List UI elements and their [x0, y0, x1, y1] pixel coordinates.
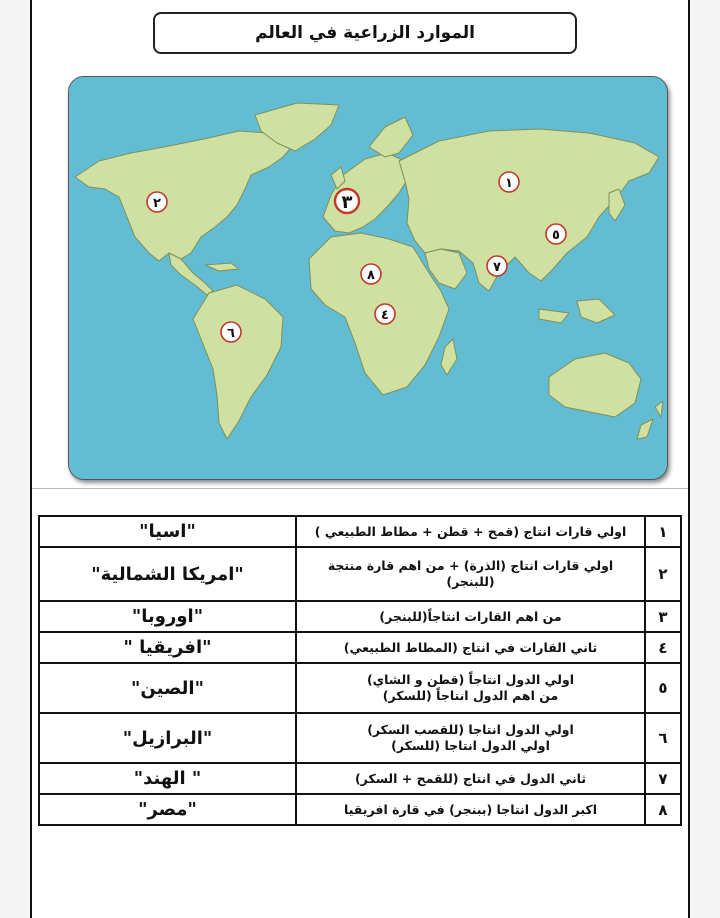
description-line: اولي الدول انتاجا (للقصب السكر) [367, 722, 574, 737]
table-row [39, 632, 681, 663]
section-divider [32, 488, 688, 489]
description-line: من اهم القارات انتاجاً(للبنجر) [379, 608, 562, 624]
row-number: ٢ [645, 547, 681, 601]
svg-text:٧: ٧ [493, 260, 501, 275]
description-line: اولي الدول انتاجاً (قطن و الشاي) [366, 672, 575, 687]
row-number: ٧ [645, 763, 681, 794]
description-line: ثاني القارات في انتاج (المطاط الطبيعي) [343, 639, 598, 655]
map-marker-5 [546, 224, 566, 244]
table-row [39, 601, 681, 632]
row-answer: "الصين" [39, 663, 296, 713]
row-description [296, 601, 645, 632]
world-map [68, 76, 668, 480]
svg-text:٣: ٣ [341, 192, 353, 213]
map-marker-4 [375, 304, 395, 324]
svg-text:٥: ٥ [552, 228, 560, 243]
row-number: ٦ [645, 713, 681, 763]
svg-text:٦: ٦ [227, 326, 235, 341]
row-description [296, 763, 645, 794]
description-line: اكبر الدول انتاجا (ببنجر) في قارة افريقيا [344, 801, 597, 817]
row-description [296, 794, 645, 825]
table-row [39, 516, 681, 547]
svg-text:٢: ٢ [153, 196, 161, 211]
page-title: الموارد الزراعية في العالم [153, 12, 577, 54]
row-answer: "اوروبا" [39, 601, 296, 632]
description-line: ثاني الدول في انتاج (للقمح + السكر) [354, 770, 587, 786]
row-description [296, 632, 645, 663]
table-row [39, 763, 681, 794]
table-row [39, 547, 681, 601]
row-answer: "امريكا الشمالية" [39, 547, 296, 601]
resources-table [38, 515, 682, 826]
table-row [39, 794, 681, 825]
row-answer: "البرازيل" [39, 713, 296, 763]
description-line: اولي قارات انتاج (قمح + قطن + مطاط الطبيعي ) [314, 523, 627, 539]
description-line: من اهم الدول انتاجاً (للسكر) [382, 688, 559, 703]
map-marker-3 [335, 189, 359, 213]
row-description [296, 516, 645, 547]
row-number: ٨ [645, 794, 681, 825]
svg-text:٤: ٤ [381, 308, 389, 323]
table-row [39, 713, 681, 763]
map-marker-2 [147, 192, 167, 212]
description-line: اولي قارات انتاج (الذرة) + من اهم قارة منتجة [327, 558, 614, 573]
row-number: ٥ [645, 663, 681, 713]
svg-text:٨: ٨ [367, 268, 375, 283]
worksheet-page [30, 0, 690, 918]
row-answer: "اسيا" [39, 516, 296, 547]
row-description [296, 547, 645, 601]
row-number: ١ [645, 516, 681, 547]
description-line: (للبنجر) [446, 574, 495, 589]
row-answer: "افريقيا " [39, 632, 296, 663]
map-marker-1 [499, 172, 519, 192]
row-answer: "مصر" [39, 794, 296, 825]
row-description [296, 713, 645, 763]
row-number: ٣ [645, 601, 681, 632]
row-description [296, 663, 645, 713]
map-marker-7 [487, 256, 507, 276]
world-map-svg [69, 77, 667, 479]
table-row [39, 663, 681, 713]
description-line: اولي الدول انتاجا (للسكر) [391, 738, 550, 753]
svg-text:١: ١ [505, 176, 513, 191]
map-marker-8 [361, 264, 381, 284]
row-answer: " الهند" [39, 763, 296, 794]
map-marker-6 [221, 322, 241, 342]
row-number: ٤ [645, 632, 681, 663]
